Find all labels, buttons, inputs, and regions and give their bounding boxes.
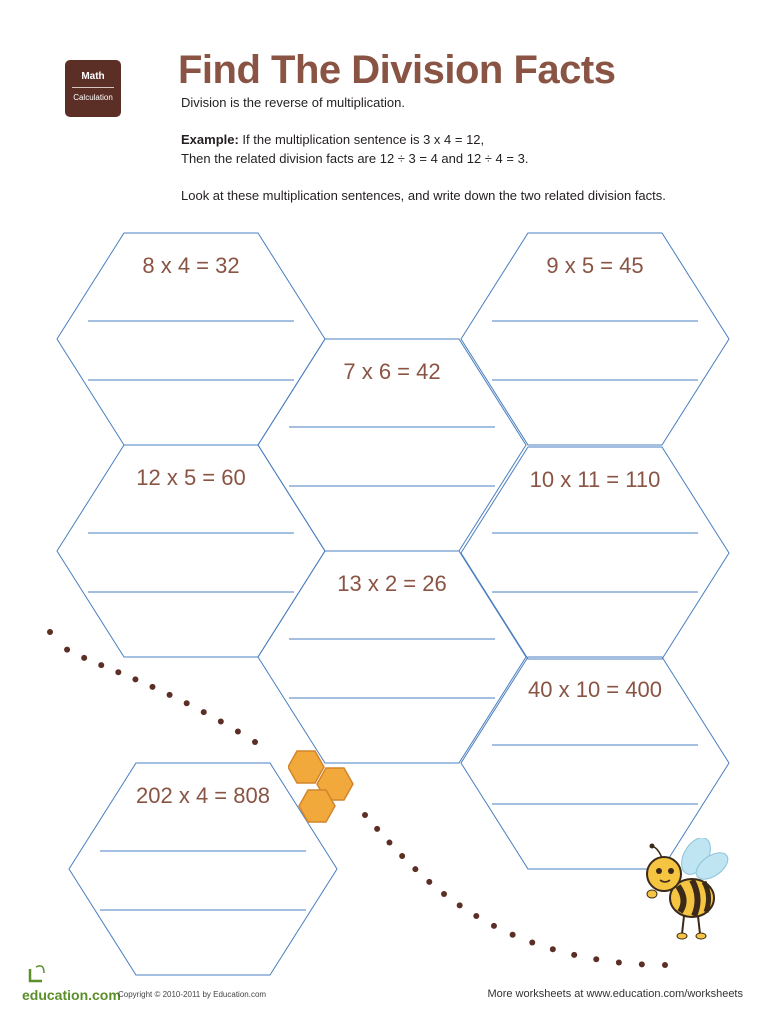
trail-dot	[529, 940, 535, 946]
trail-dot	[184, 700, 190, 706]
multiplication-sentence: 202 x 4 = 808	[136, 783, 270, 808]
multiplication-sentence: 9 x 5 = 45	[546, 253, 644, 278]
trail-dot	[639, 961, 645, 967]
multiplication-sentence: 10 x 11 = 110	[529, 467, 661, 492]
trail-dot	[491, 923, 497, 929]
trail-dot	[115, 669, 121, 675]
trail-dot	[473, 913, 479, 919]
trail-dot	[662, 962, 668, 968]
trail-dot	[64, 647, 70, 653]
trail-dot	[386, 840, 392, 846]
trail-dot	[412, 866, 418, 872]
trail-dot	[98, 662, 104, 668]
trail-dot	[399, 853, 405, 859]
trail-dot	[550, 946, 556, 952]
trail-dot	[426, 879, 432, 885]
multiplication-sentence: 8 x 4 = 32	[142, 253, 240, 278]
trail-dot	[81, 655, 87, 661]
trail-dot	[571, 952, 577, 958]
trail-dot	[132, 676, 138, 682]
example-label: Example:	[181, 132, 239, 147]
multiplication-sentence: 7 x 6 = 42	[343, 359, 441, 384]
trail-dot	[374, 826, 380, 832]
bee-icon	[640, 838, 730, 948]
education-logo-text: education.com	[22, 987, 121, 1003]
multiplication-sentence: 40 x 10 = 400	[528, 677, 662, 702]
trail-dot	[47, 629, 53, 635]
badge-topic: Calculation	[73, 93, 113, 102]
trail-dot	[201, 709, 207, 715]
trail-dot	[441, 891, 447, 897]
trail-dot	[616, 959, 622, 965]
trail-dot	[593, 956, 599, 962]
trail-dot	[167, 692, 173, 698]
trail-dot	[252, 739, 258, 745]
trail-dot	[235, 728, 241, 734]
example-text-1: If the multiplication sentence is 3 x 4 = 12,	[238, 132, 485, 147]
badge-subject: Math	[81, 71, 105, 82]
intro-text: Division is the reverse of multiplication.	[181, 95, 405, 110]
trail-dot	[150, 684, 156, 690]
trail-dot	[457, 902, 463, 908]
multiplication-sentence: 13 x 2 = 26	[337, 571, 447, 596]
example-line-2: Then the related division facts are 12 ÷ 3 = 4 and 12 ÷ 4 = 3.	[181, 151, 529, 166]
instructions-text: Look at these multiplication sentences, and write down the two related division facts.	[181, 188, 666, 203]
honeycomb-icon	[288, 748, 368, 832]
multiplication-sentence: 12 x 5 = 60	[136, 465, 246, 490]
trail-dot	[218, 718, 224, 724]
more-worksheets-link[interactable]: More worksheets at www.education.com/worksheets	[487, 988, 743, 1000]
copyright-text: Copyright © 2010-2011 by Education.com	[118, 990, 267, 999]
trail-dot	[510, 932, 516, 938]
page-title: Find The Division Facts	[178, 48, 616, 92]
